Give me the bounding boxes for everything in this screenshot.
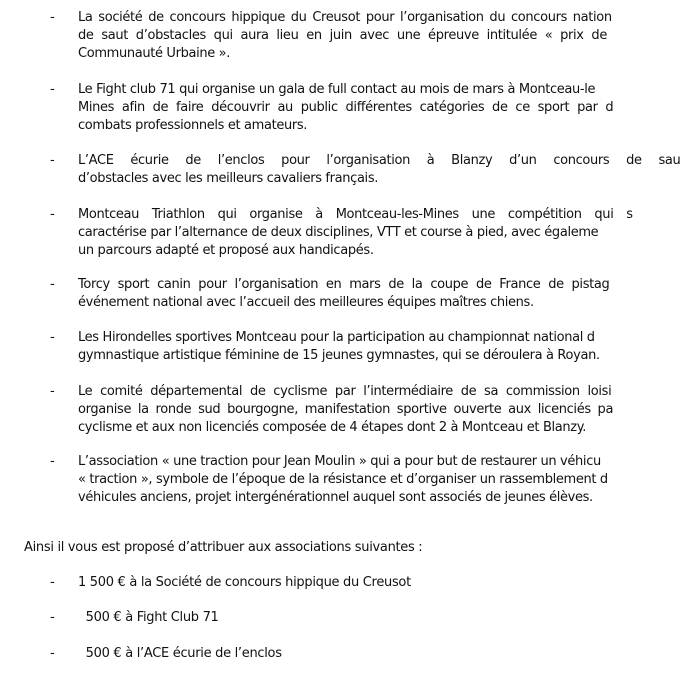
text-line: de saut d’obstacles qui aura lieu en juin avec une épreuve intitulée « prix de <box>78 28 607 43</box>
item-text <box>78 206 700 260</box>
bullet-dash: - <box>50 646 55 661</box>
text-line: Torcy sport canin pour l’organisation en mars de la coupe de France de pistag <box>78 277 610 292</box>
text-line: gymnastique artistique féminine de 15 jeunes gymnastes, qui se déroulera à Royan. <box>78 348 600 363</box>
text-line: Mines afin de faire découvrir au public différentes catégories de ce sport par d <box>78 100 614 115</box>
text-line: organise la ronde sud bourgogne, manifestation sportive ouverte aux licenciés pa <box>78 402 614 417</box>
text-line: « traction », symbole de l’époque de la résistance et d’organiser un rassemblement d <box>78 472 608 487</box>
text-line: L’ACE écurie de l’enclos pour l’organisation à Blanzy d’un concours de sau <box>78 153 681 168</box>
item-text <box>78 383 700 437</box>
item-text <box>78 453 700 507</box>
text-line: un parcours adapté et proposé aux handicapés. <box>78 243 374 258</box>
bullet-dash: - <box>50 575 55 590</box>
text-line: La société de concours hippique du Creusot pour l’organisation du concours nation <box>78 10 612 25</box>
text-line: véhicules anciens, projet intergénérationnel auquel sont associés de jeunes élèves. <box>78 490 593 505</box>
text-line: Les Hirondelles sportives Montceau pour la participation au championnat national d <box>78 330 595 345</box>
bullet-dash: - <box>50 207 55 222</box>
allocation-text: 1 500 € à la Société de concours hippique du Creusot <box>78 575 411 590</box>
bullet-dash: - <box>50 82 55 97</box>
text-line: Le comité départemental de cyclisme par l’intermédiaire de sa commission loisi <box>78 384 612 399</box>
bullet-dash: - <box>50 454 55 469</box>
bullet-dash: - <box>50 384 55 399</box>
item-text <box>78 329 700 365</box>
text-line: Le Fight club 71 qui organise un gala de full contact au mois de mars à Montceau-le <box>78 82 596 97</box>
text-line: combats professionnels et amateurs. <box>78 118 308 133</box>
text-line: Communauté Urbaine ». <box>78 46 231 61</box>
bullet-dash: - <box>50 10 55 25</box>
text-line: L’association « une traction pour Jean Moulin » qui a pour but de restaurer un véhicu <box>78 454 601 469</box>
bullet-dash: - <box>50 330 55 345</box>
allocation-text: 500 € à Fight Club 71 <box>78 610 219 625</box>
item-text <box>78 9 700 63</box>
bullet-dash: - <box>50 153 55 168</box>
text-line: caractérise par l’alternance de deux disciplines, VTT et course à pied, avec égaleme <box>78 225 599 240</box>
item-text <box>78 276 700 312</box>
text-line: cyclisme et aux non licenciés composée de 4 étapes dont 2 à Montceau et Blanzy. <box>78 420 587 435</box>
allocation-intro: Ainsi il vous est proposé d’attribuer aux associations suivantes : <box>24 540 423 555</box>
text-line: Montceau Triathlon qui organise à Montceau-les-Mines une compétition qui s <box>78 207 633 222</box>
item-text <box>78 152 700 188</box>
bullet-dash: - <box>50 610 55 625</box>
text-line: d’obstacles avec les meilleurs cavaliers français. <box>78 171 379 186</box>
text-line: événement national avec l’accueil des meilleures équipes maîtres chiens. <box>78 295 534 310</box>
item-text <box>78 81 700 135</box>
allocation-text: 500 € à l’ACE écurie de l’enclos <box>78 646 282 661</box>
bullet-dash: - <box>50 277 55 292</box>
